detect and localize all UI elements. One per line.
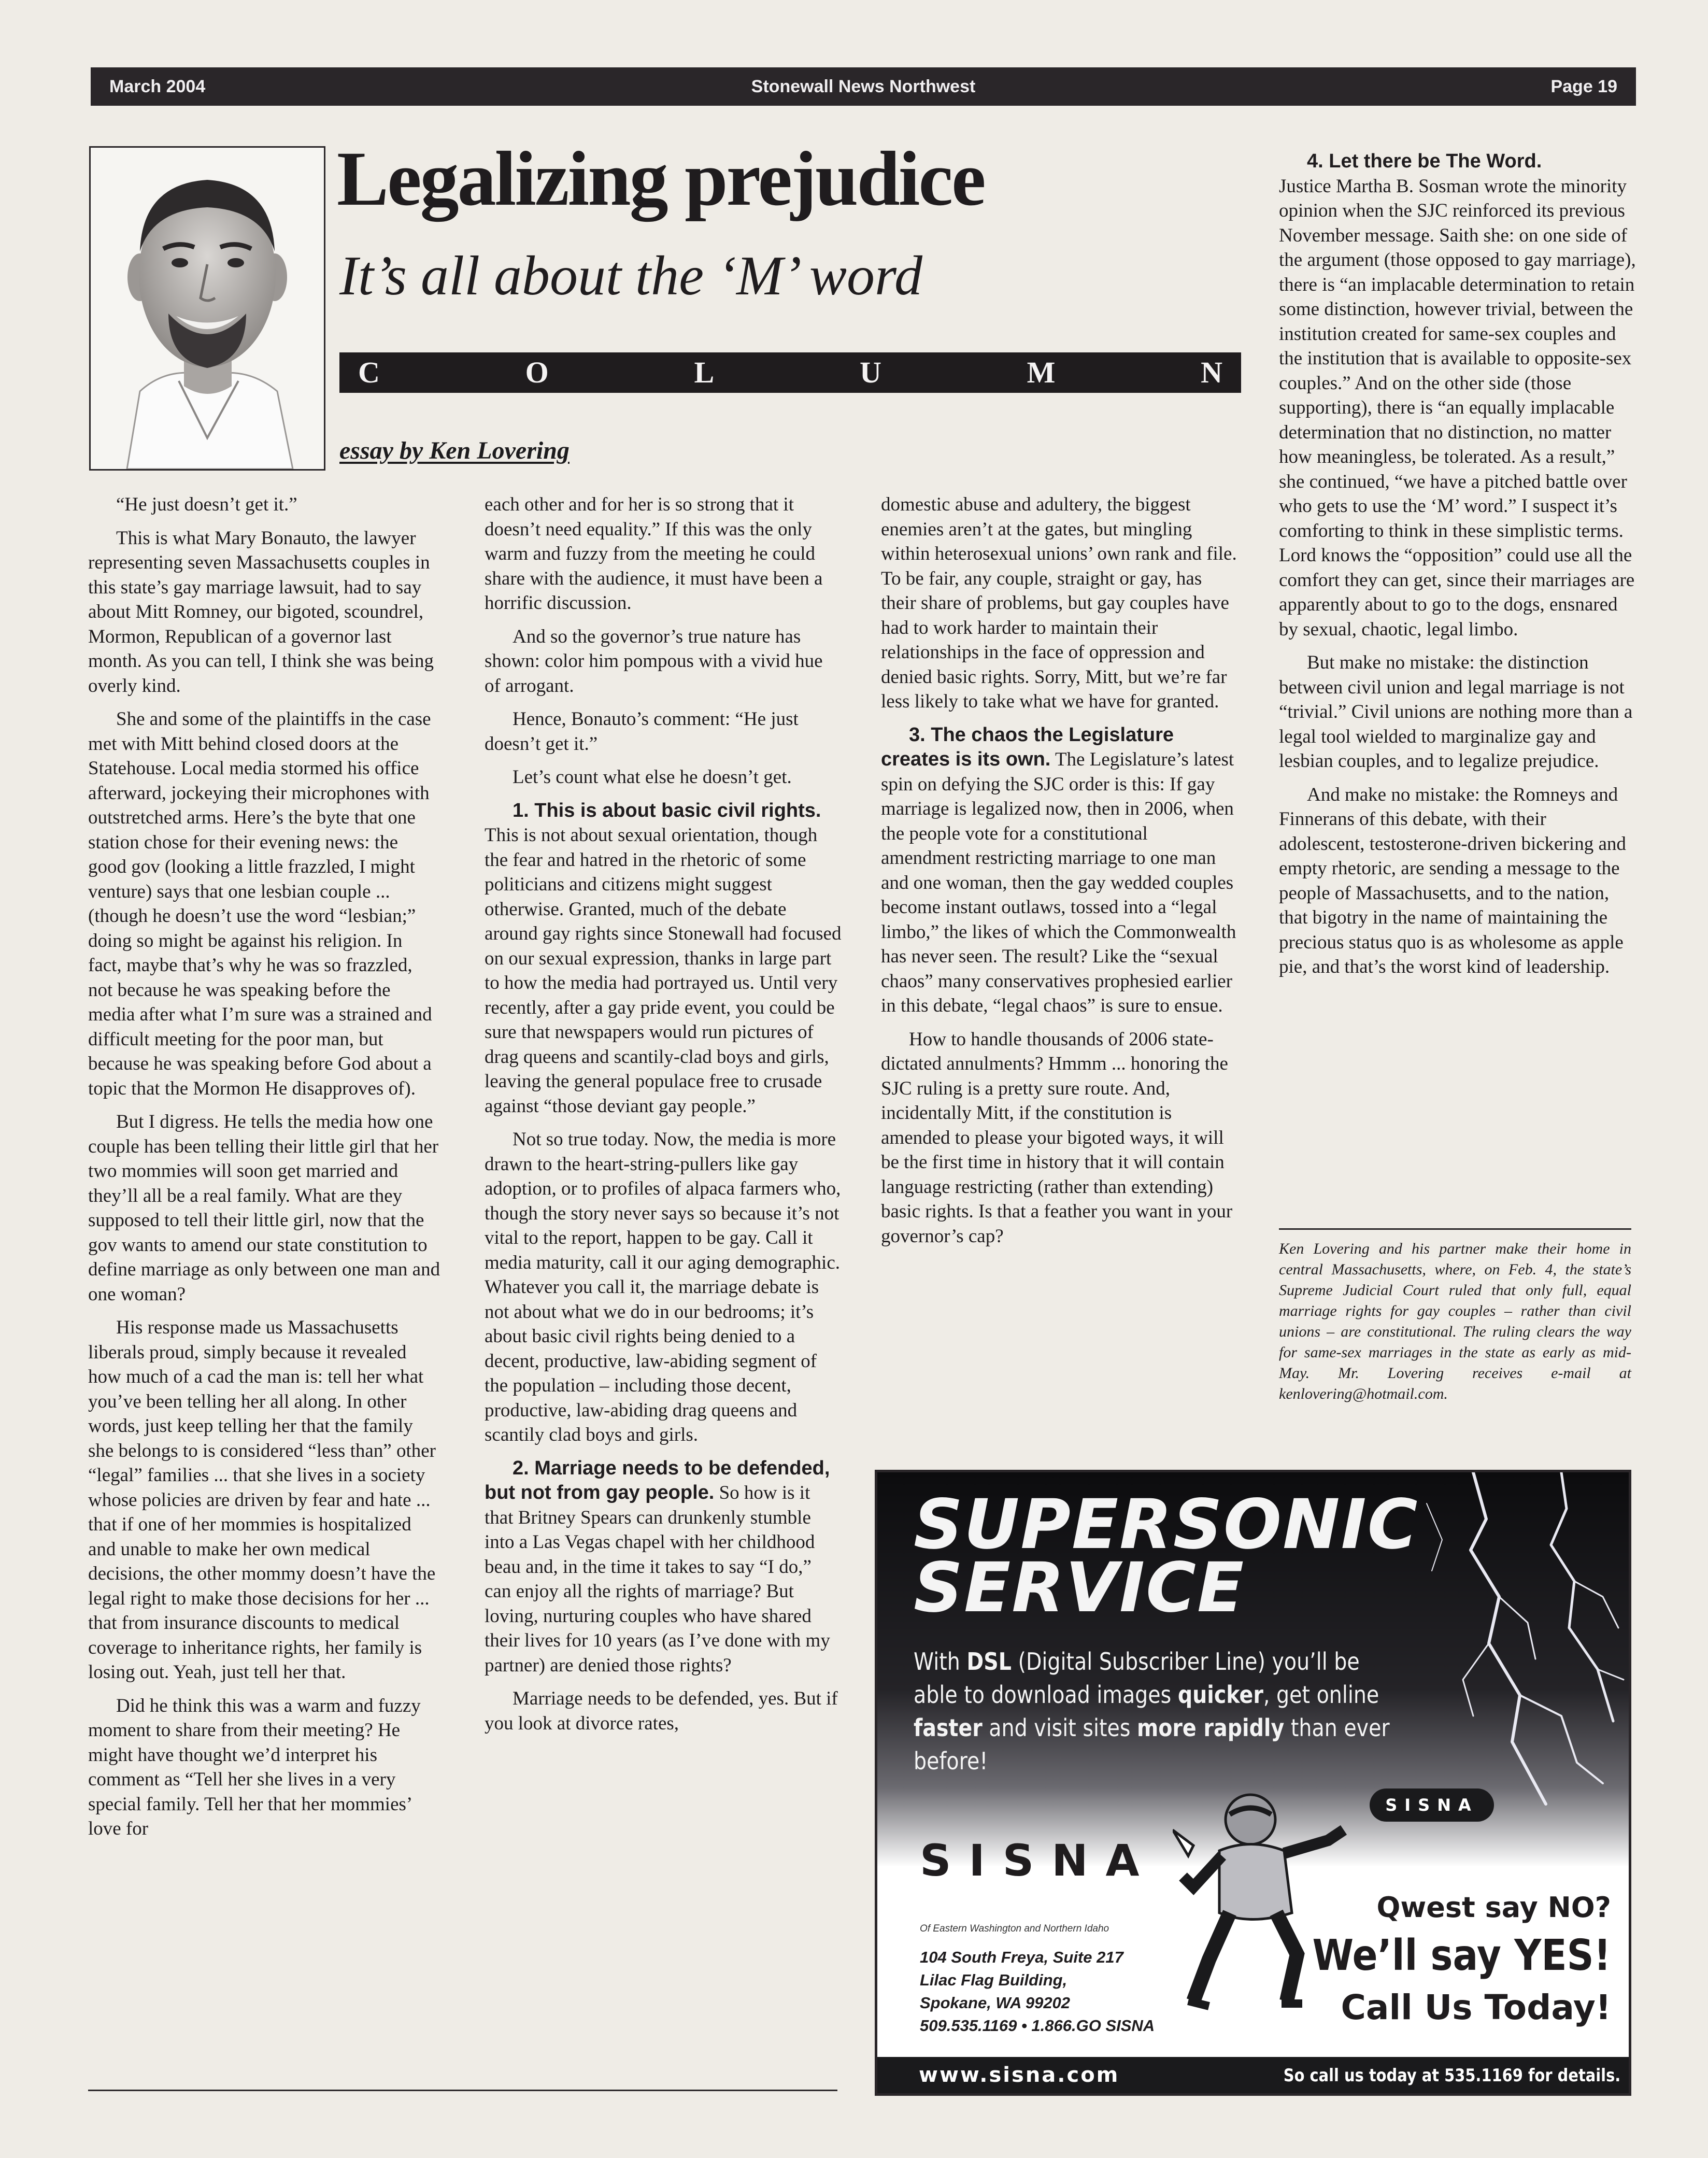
ad-body-text: and visit sites [982, 1714, 1137, 1742]
author-portrait-illustration [91, 148, 324, 469]
paragraph-text: This is not about sexual orientation, though the fear and hatred in the rhetoric of some politicians and citizens might suggest otherwise. Granted, much of the debate around gay rights since Stonewall had focused on our sexual expression, thanks in large part to how the media had portrayed us. Until very recently, after a gay pride event, you could be sure that newspapers would run pictures of drag queens and scantily-clad boys and girls, leaving the general populace free to crusade against “those deviant gay people.” [485, 825, 842, 1117]
article-headline: Legalizing prejudice [337, 136, 985, 222]
section-heading: 3. The chaos the Legislature creates is its own. [881, 723, 1174, 770]
bio-divider [1279, 1228, 1631, 1230]
paragraph: But I digress. He tells the media how one couple has been telling their little girl that her two mommies will soon get married and they’ll all be a real family. What are they supposed to tell their little girl, now that the gov wants to amend our state constitution to define marriage as only between one man and one woman? [88, 1111, 440, 1305]
paragraph-text: The Legislature’s latest spin on defying the SJC order is this: If gay marriage is legalized now, then in 2006, when the people vote for a constitutional amendment restricting marriage to one man and one woman, then the gay wedded couples become instant outlaws, tossed into a “legal limbo,” the likes of which the Commonwealth has never seen. The result? Like the “sexual chaos” many conservatives prophesied earlier in this debate, “legal chaos” is sure to ensue. [881, 749, 1236, 1016]
address-line: Spokane, WA 99202 [920, 1994, 1071, 2012]
paragraph [485, 799, 842, 1119]
column-letter: L [694, 356, 715, 389]
call-details: So call us today at 535.1169 for details. [1283, 2065, 1620, 2086]
address-line: 104 South Freya, Suite 217 [920, 1948, 1123, 1966]
sisna-tagline: Of Eastern Washington and Northern Idaho [920, 1923, 1109, 1934]
page-header-bar [91, 67, 1636, 106]
article-subheadline: It’s all about the ‘M’ word [339, 245, 922, 307]
paragraph-text: So how is it that Britney Spears can drunkenly stumble into a Las Vegas chapel with her childhood beau and, in the time it takes to say “I do,” can enjoy all the rights of marriage? But loving, nurturing couples who have shared their lives for 10 years (as I’ve done with my partner) are denied those rights? [485, 1482, 830, 1676]
ad-body-emphasis: quicker [1177, 1681, 1263, 1709]
author-photo [89, 146, 325, 471]
ad-title-line: SERVICE [914, 1548, 1245, 1628]
author-bio: Ken Lovering and his partner make their home in central Massachusetts, where, on Feb. 4, the state’s Supreme Judicial Court ruled that only full, equal marriage rights for gay couples – rather than civil unions – are constitutional. The ruling clears the way for same-sex marriages in the state as early as mid-May. Mr. Lovering receives e-mail at kenlovering@hotmail.com. [1279, 1240, 1631, 1402]
publication-name: Stonewall News Northwest [751, 77, 976, 96]
byline: essay by Ken Lovering [339, 437, 570, 464]
issue-date: March 2004 [109, 77, 206, 96]
sisna-badge: SISNA [1370, 1788, 1494, 1822]
ad-body-text: , get online [1263, 1681, 1379, 1709]
ad-body-text: (Digital Subscriber Line) you’ll be able to download images [914, 1648, 1360, 1709]
paragraph: Not so true today. Now, the media is more drawn to the heart-string-pullers like gay adoption, or to profiles of alpaca farmers who, though the story never says so because it’s not vital to the report, happen to be gay. Call it media maturity, call it our aging demographic. Whatever you call it, the marriage debate is not about what we do in our bedrooms; it’s about basic civil rights being denied to a decent, productive, law-abiding segment of the population – including those decent, productive, law-abiding drag queens and scantily clad boys and girls. [485, 1129, 841, 1445]
page-number: Page 19 [1550, 77, 1617, 96]
ad-body-emphasis: DSL [966, 1648, 1012, 1676]
paragraph: Justice Martha B. Sosman wrote the minority opinion when the SJC reinforced its previous November message. Saith she: on one side of the argument (those opposed to gay marriage), there is “an implacable determination to retain some distinction, however trivial, between the institution created for same-sex couples and the institution that is available to opposite-sex couples.” And on the other side (those supporting), there is “an equally implacable determination that no distinction, no matter how meaningless, be tolerated. As a result,” she continued, “we have a pitched battle over who gets to use the ‘M’ word.” I suspect it’s comforting to think in these simplistic terms. Lord knows the “opposition” could use all the comfort they can get, since their marriages are apparently about to go to the dogs, ensnared by sexual, chaotic, legal limbo. [1279, 175, 1636, 640]
sisna-website-link[interactable]: www.sisna.com [919, 2063, 1120, 2087]
article-column-2 [485, 492, 842, 1744]
article-column-3 [881, 492, 1239, 1257]
paragraph: Did he think this was a warm and fuzzy moment to share from their meeting? He might have thought we’d interpret his comment as “Tell her she lives in a very special family. Tell her that her mommies’ love for [88, 1695, 421, 1839]
paragraph: This is what Mary Bonauto, the lawyer representing seven Massachusetts couples in this state’s gay marriage lawsuit, had to say about Mitt Romney, our bigoted, scoundrel, Mormon, Republican of a governor last month. As you can tell, I think she was being overly kind. [88, 527, 434, 697]
ad-footer-bar [877, 2057, 1629, 2093]
paragraph: And so the governor’s true nature has shown: color him pompous with a vivid hue of arrogant. [485, 626, 823, 697]
article-column-4 [1279, 149, 1636, 988]
column-letter: M [1027, 356, 1056, 389]
ad-body [914, 1645, 1390, 1778]
paragraph: Hence, Bonauto’s comment: “He just doesn’t get it.” [485, 708, 799, 755]
call-to-action: Call Us Today! [1341, 1987, 1611, 2027]
ad-body-text: than ever before! [914, 1714, 1390, 1775]
paragraph [881, 723, 1239, 1018]
qwest-tagline: Qwest say NO? [1376, 1891, 1611, 1924]
ad-body-text: With [914, 1648, 967, 1676]
section-heading: 1. This is about basic civil rights. [513, 799, 821, 821]
ad-title-line: SUPERSONIC [914, 1485, 1419, 1565]
column-letter: U [859, 356, 881, 389]
paragraph: And make no mistake: the Romneys and Finnerans of this debate, with their adolescent, testosterone-driven bickering and empty rhetoric, are sending a message to the people of Massachusetts, and to the nation, that bigotry in the name of maintaining the precious status quo is as wholesome as apple pie, and that’s the worst kind of leadership. [1279, 784, 1626, 977]
sisna-logo: SISNA [920, 1835, 1157, 1886]
phone-numbers: 509.535.1169 • 1.866.GO SISNA [920, 2017, 1155, 2035]
paragraph: “He just doesn’t get it.” [116, 494, 297, 515]
column-label-bar [339, 352, 1241, 393]
paragraph: How to handle thousands of 2006 state-dictated annulments? Hmmm ... honoring the SJC ruling is a pretty sure route. And, incidentally Mitt, if the constitution is amended to please your bigoted ways, it will be the first time in history that it will contain language restricting (rather than extending) basic rights. Is that a feather you want in your governor’s cap? [881, 1028, 1233, 1247]
ad-body-emphasis: faster [914, 1714, 983, 1742]
sisna-advertisement[interactable] [875, 1470, 1631, 2096]
paragraph [1279, 149, 1636, 174]
paragraph: domestic abuse and adultery, the biggest enemies aren’t at the gates, but mingling within heterosexual unions’ own rank and file. To be fair, any couple, straight or gay, has their share of problems, but gay couples have had to work harder to maintain their relationships in the face of oppression and denied basic rights. Sorry, Mitt, but we’re far less likely to take what we have for granted. [881, 494, 1237, 712]
paragraph [485, 1456, 842, 1678]
address-line: Lilac Flag Building, [920, 1971, 1068, 1989]
bottom-divider [88, 2090, 837, 2091]
section-heading: 4. Let there be The Word. [1307, 150, 1542, 172]
ad-title [914, 1485, 1419, 1628]
paragraph: Marriage needs to be defended, yes. But if you look at divorce rates, [485, 1688, 838, 1734]
sisna-address [920, 1946, 1155, 2037]
paragraph: Let’s count what else he doesn’t get. [513, 766, 792, 788]
paragraph: She and some of the plaintiffs in the case met with Mitt behind closed doors at the Statehouse. Local media stormed his office afterward, jockeying their microphones with outstretched arms. Here’s the byte that one station chose for their evening news: the good gov (looking a little frazzled, I might venture) says that one lesbian couple ... (though he doesn’t use the word “lesbian;” doing so might be against his religion. In fact, maybe that’s why he was so frazzled, not because he was speaking before the media after what I’m sure was a strained and difficult meeting for the poor man, but because he was speaking before God about a topic that the Mormon He disapproves of). [88, 708, 432, 1099]
paragraph: His response made us Massachusetts liberals proud, simply because it revealed how much of a cad the man is: tell her what you’ve been telling her all along. In other words, just keep telling her that the family she belongs to is considered “less than” other “legal” families ... that she lives in a society whose policies are driven by fear and hate ... that if one of her mommies is hospitalized and unable to make her own medical decisions, the other mommy doesn’t have the legal right to make those decisions for her ... that from insurance discounts to medical coverage to inheritance rights, her family is losing out. Yeah, just tell her that. [88, 1317, 436, 1683]
column-letter: N [1201, 356, 1222, 389]
column-letter: C [358, 356, 380, 389]
ad-body-emphasis: more rapidly [1137, 1714, 1285, 1742]
column-letter: O [525, 356, 549, 389]
paragraph: each other and for her is so strong that it doesn’t need equality.” If this was the only warm and fuzzy from the meeting he could share with the audience, it must have been a horrific discussion. [485, 494, 823, 614]
section-heading: 2. Marriage needs to be defended, but not from gay people. [485, 1457, 830, 1503]
paragraph: But make no mistake: the distinction between civil union and legal marriage is not “trivial.” Civil unions are nothing more than a legal tool wielded to marginalize gay and lesbian couples, and to legalize prejudice. [1279, 652, 1633, 772]
article-column-1 [88, 492, 440, 1850]
yes-tagline: We’ll say YES! [1313, 1931, 1611, 1980]
